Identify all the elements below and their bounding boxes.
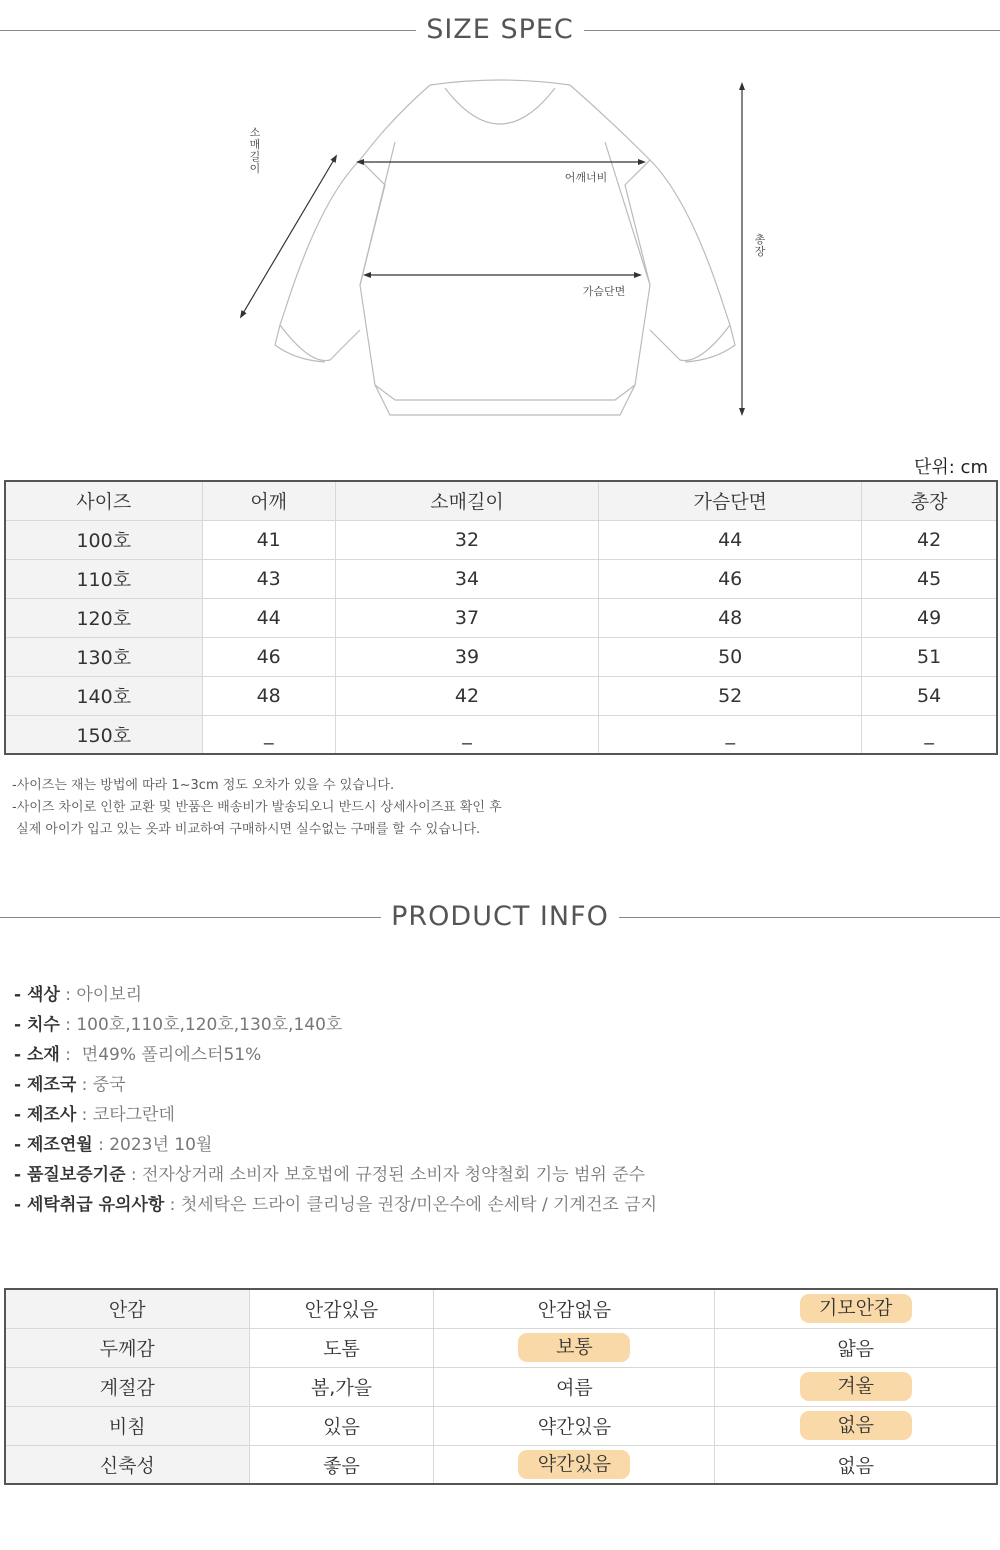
selected-option-badge: 보통 — [518, 1333, 630, 1362]
info-item — [14, 1040, 657, 1070]
measure-cell: 42 — [335, 676, 598, 715]
table-row — [5, 637, 997, 676]
feature-table — [4, 1288, 998, 1485]
feature-option — [434, 1445, 715, 1484]
unit-label: 단위: cm — [914, 457, 988, 478]
info-key: - 세탁취급 유의사항 — [14, 1195, 165, 1215]
column-header: 사이즈 — [5, 481, 202, 520]
feature-option — [715, 1328, 997, 1367]
sweatshirt-outline — [275, 80, 735, 415]
feature-option — [434, 1367, 715, 1406]
measure-cell: _ — [202, 715, 335, 754]
size-cell: 150호 — [5, 715, 202, 754]
measure-cell: 52 — [599, 676, 862, 715]
feature-row — [5, 1289, 997, 1328]
size-table-header — [5, 481, 997, 520]
option-text: 있음 — [323, 1416, 360, 1438]
measure-cell: 49 — [862, 598, 997, 637]
info-value: : 첫세탁은 드라이 클리닝을 권장/미온수에 손세탁 / 기계건조 금지 — [164, 1195, 658, 1215]
info-item — [14, 1100, 657, 1130]
feature-option — [715, 1445, 997, 1484]
measure-cell: 41 — [202, 520, 335, 559]
info-item — [14, 1160, 657, 1190]
column-header: 소매길이 — [335, 481, 598, 520]
note-line: -사이즈 차이로 인한 교환 및 반품은 배송비가 발송되오니 반드시 상세사이즈표 확인 후 — [12, 800, 502, 815]
measure-cell: 45 — [862, 559, 997, 598]
option-text: 약간있음 — [537, 1416, 612, 1438]
size-spec-header — [0, 10, 1000, 50]
measure-cell: 46 — [202, 637, 335, 676]
measure-cell: 34 — [335, 559, 598, 598]
selected-option-badge: 기모안감 — [800, 1294, 912, 1323]
table-row — [5, 520, 997, 559]
option-text: 얇음 — [837, 1338, 875, 1360]
info-value: : 코타그란데 — [76, 1105, 175, 1125]
info-value: : 중국 — [76, 1075, 126, 1095]
feature-option — [249, 1367, 434, 1406]
feature-label: 계절감 — [5, 1367, 249, 1406]
info-key: - 소재 — [14, 1045, 60, 1065]
size-cell: 100호 — [5, 520, 202, 559]
sleeve-label: 소 매 길 이 — [249, 126, 261, 175]
info-value: : 아이보리 — [59, 985, 143, 1005]
chest-label: 가슴단면 — [582, 285, 626, 298]
info-value: : 100호,110호,120호,130호,140호 — [59, 1015, 343, 1035]
option-text: 안감없음 — [537, 1299, 612, 1322]
info-key: - 제조국 — [14, 1075, 77, 1095]
size-cell: 120호 — [5, 598, 202, 637]
measure-cell: _ — [335, 715, 598, 754]
measure-cell: 37 — [335, 598, 598, 637]
garment-diagram — [230, 70, 790, 430]
info-value: : 전자상거래 소비자 보호법에 규정된 소비자 청약철회 기능 범위 준수 — [125, 1165, 646, 1185]
feature-option — [249, 1328, 434, 1367]
selected-option-badge: 약간있음 — [518, 1450, 630, 1479]
feature-row — [5, 1406, 997, 1445]
info-key: - 제조연월 — [14, 1135, 93, 1155]
product-info-header — [0, 897, 1000, 937]
info-item — [14, 1130, 657, 1160]
info-key: - 색상 — [14, 985, 60, 1005]
table-row — [5, 676, 997, 715]
measure-cell: 43 — [202, 559, 335, 598]
feature-option — [249, 1445, 434, 1484]
info-key: - 치수 — [14, 1015, 60, 1035]
note-line: -사이즈는 재는 방법에 따라 1~3cm 정도 오차가 있을 수 있습니다. — [12, 778, 395, 793]
column-header: 총장 — [862, 481, 997, 520]
measure-cell: _ — [862, 715, 997, 754]
feature-option — [434, 1406, 715, 1445]
measure-cell: 44 — [202, 598, 335, 637]
size-spec-title: SIZE SPEC — [416, 14, 584, 45]
feature-row — [5, 1367, 997, 1406]
info-value: : 2023년 10월 — [92, 1135, 213, 1155]
size-table — [4, 480, 998, 755]
feature-option — [715, 1367, 997, 1406]
selected-option-badge: 겨울 — [800, 1372, 912, 1401]
info-key: - 품질보증기준 — [14, 1165, 126, 1185]
feature-option — [249, 1406, 434, 1445]
option-text: 봄,가을 — [310, 1377, 373, 1399]
feature-option — [715, 1406, 997, 1445]
feature-option — [434, 1289, 715, 1328]
feature-row — [5, 1445, 997, 1484]
measure-cell: 48 — [202, 676, 335, 715]
size-table-body — [5, 520, 997, 754]
shoulder-label: 어깨너비 — [564, 171, 608, 184]
note-line: 실제 아이가 입고 있는 옷과 비교하여 구매하시면 실수없는 구매를 할 수 있습니다. — [12, 822, 481, 837]
feature-option — [434, 1328, 715, 1367]
option-text: 없음 — [837, 1454, 875, 1477]
sleeve-arrow — [242, 158, 335, 315]
measure-cell: 48 — [599, 598, 862, 637]
info-key: - 제조사 — [14, 1105, 77, 1125]
feature-label: 안감 — [5, 1289, 249, 1328]
table-row — [5, 598, 997, 637]
option-text: 도톰 — [323, 1338, 360, 1360]
info-item — [14, 1190, 657, 1220]
measure-cell: 50 — [599, 637, 862, 676]
feature-row — [5, 1328, 997, 1367]
measure-cell: 44 — [599, 520, 862, 559]
table-row — [5, 715, 997, 754]
size-notes — [12, 775, 502, 841]
feature-option — [249, 1289, 434, 1328]
option-text: 안감있음 — [304, 1299, 379, 1322]
size-cell: 140호 — [5, 676, 202, 715]
info-item — [14, 980, 657, 1010]
feature-label: 비침 — [5, 1406, 249, 1445]
product-info-list — [14, 980, 657, 1220]
measure-cell: 54 — [862, 676, 997, 715]
column-header: 가슴단면 — [599, 481, 862, 520]
product-info-title: PRODUCT INFO — [381, 901, 619, 932]
measure-cell: 39 — [335, 637, 598, 676]
column-header: 어깨 — [202, 481, 335, 520]
info-item — [14, 1010, 657, 1040]
measure-cell: 42 — [862, 520, 997, 559]
table-row — [5, 559, 997, 598]
feature-label: 두께감 — [5, 1328, 249, 1367]
selected-option-badge: 없음 — [800, 1411, 912, 1440]
measure-cell: 32 — [335, 520, 598, 559]
length-label: 총 장 — [754, 233, 766, 258]
option-text: 여름 — [556, 1377, 593, 1399]
measure-cell: 51 — [862, 637, 997, 676]
info-value: : 면49% 폴리에스터51% — [59, 1045, 262, 1065]
feature-label: 신축성 — [5, 1445, 249, 1484]
measure-cell: _ — [599, 715, 862, 754]
measure-cell: 46 — [599, 559, 862, 598]
option-text: 좋음 — [323, 1454, 360, 1477]
feature-option — [715, 1289, 997, 1328]
size-cell: 130호 — [5, 637, 202, 676]
size-cell: 110호 — [5, 559, 202, 598]
info-item — [14, 1070, 657, 1100]
